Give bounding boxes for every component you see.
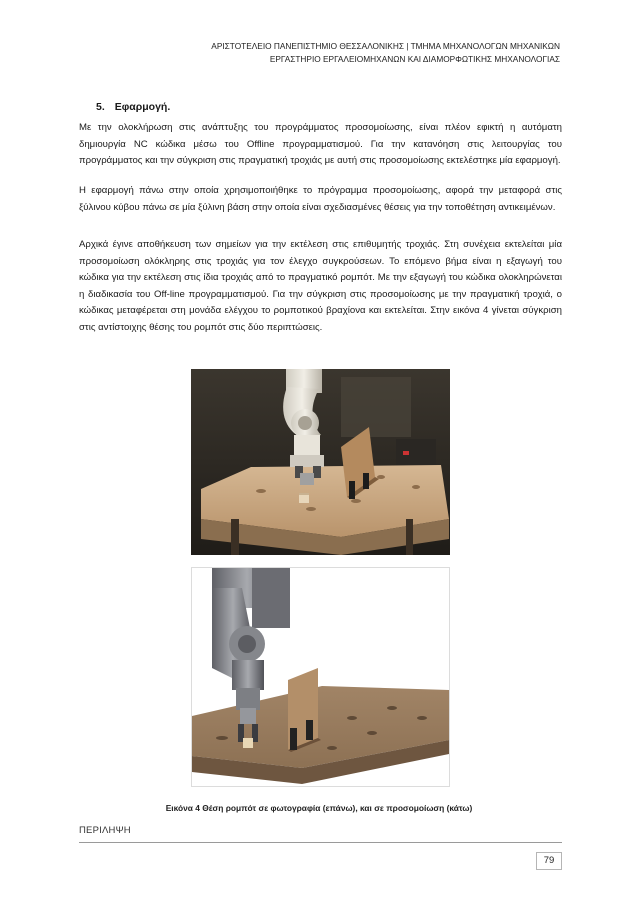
footer-divider bbox=[79, 842, 562, 843]
section-heading bbox=[96, 101, 170, 113]
figure-caption: Εικόνα 4 Θέση ρομπότ σε φωτογραφία (επάνω), και σε προσομοίωση (κάτω) bbox=[165, 803, 473, 813]
paragraph-application: Η εφαρμογή πάνω στην οποία χρησιμοποιήθηκε το πρόγραμμα προσομοίωσης, αφορά την μεταφορά στις ξύλινου κύβου πάνω σε μία ξύλινη βάση στην οποία είναι σχεδιασμένες θέσεις για την τοποθέτηση αντικειμένων. bbox=[79, 185, 562, 213]
robot-simulation-graphic bbox=[192, 568, 449, 786]
paragraph-intro: Με την ολοκλήρωση στις ανάπτυξης του προγράμματος προσομοίωσης, είναι πλέον εφικτή η αυτόματη δημιουργία NC κώδικα μέσω του Offline προγραμματισμού. Για την κατανόηση στις λειτουργίας του προγράμματος και την σύγκριση στις πραγματική τροχιάς με αυτή στις προσομοίωσης εκτελέστηκε μία εφαρμογή. bbox=[79, 122, 562, 167]
footer-section-label: ΠΕΡΙΛΗΨΗ bbox=[79, 825, 131, 836]
section-number: 5. bbox=[96, 101, 105, 113]
robot-photo bbox=[191, 369, 450, 555]
section-title: Εφαρμογή. bbox=[114, 101, 171, 113]
page-header bbox=[211, 40, 560, 66]
page-number: 79 bbox=[536, 852, 562, 870]
paragraph-procedure: Αρχικά έγινε αποθήκευση των σημείων για την εκτέλεση στις επιθυμητής τροχιάς. Στη συνέχεια εκτελείται μία προσομοίωση ολόκληρης στις τροχιάς για τον έλεγχο συγκρούσεων. Το επόμενο βήμα είναι η εξαγωγή του κώδικα για την εκτέλεση στις ίδια τροχιάς από το πραγματικό ρομπότ. Με την εξαγωγή του κώδικα ολοκληρώνεται η διαδικασία του Off-line προγραμματισμού. Για την σύγκριση στις προσομοίωσης με την πραγματική τροχιά, ο κώδικας μεταφέρεται στη μονάδα ελέγχου το ρομποτικού βραχίονα και εκτελείται. Στην εικόνα 4 γίνεται σύγκριση στις αντίστοιχης θέσης του ρομπότ στις δύο περιπτώσεις. bbox=[79, 239, 562, 333]
header-university: ΑΡΙΣΤΟΤΕΛΕΙΟ ΠΑΝΕΠΙΣΤΗΜΙΟ ΘΕΣΣΑΛΟΝΙΚΗΣ | ΤΜΗΜΑ ΜΗΧΑΝΟΛΟΓΩΝ ΜΗΧΑΝΙΚΩΝ bbox=[211, 41, 560, 51]
header-laboratory: ΕΡΓΑΣΤΗΡΙΟ ΕΡΓΑΛΕΙΟΜΗΧΑΝΩΝ ΚΑΙ ΔΙΑΜΟΡΦΩΤΙΚΗΣ ΜΗΧΑΝΟΛΟΓΙΑΣ bbox=[269, 54, 560, 64]
robot-photo-graphic bbox=[191, 369, 450, 555]
robot-simulation-render bbox=[191, 567, 450, 787]
